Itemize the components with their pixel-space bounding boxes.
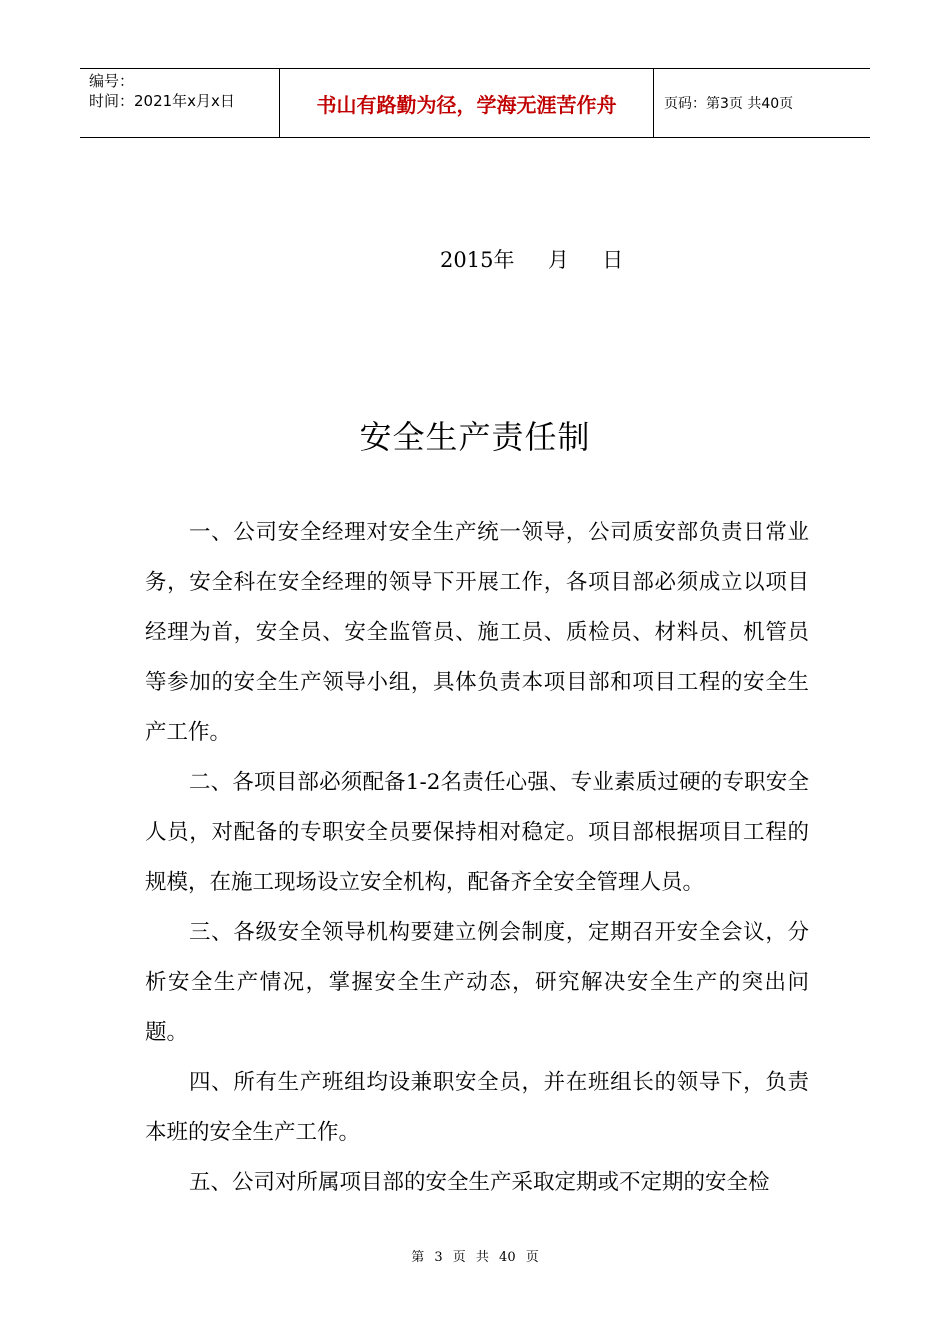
page-footer: 第 3 页 共 40 页 [411, 1250, 539, 1265]
paragraph-3: 三、各级安全领导机构要建立例会制度，定期召开安全会议，分析安全生产情况，掌握安全生产动态，研究解决安全生产的突出问题。 [145, 920, 809, 1045]
paragraph-1: 一、公司安全经理对安全生产统一领导，公司质安部负责日常业务，安全科在安全经理的领导下开展工作，各项目部必须成立以项目经理为首，安全员、安全监管员、施工员、质检员、材料员、机管员等参加的安全生产领导小组，具体负责本项目部和项目工程的安全生产工作。 [145, 520, 809, 745]
paragraph-5: 五、公司对所属项目部的安全生产采取定期或不定期的安全检 [189, 1170, 770, 1195]
paragraph-2: 二、各项目部必须配备1-2名责任心强、专业素质过硬的专职安全人员，对配备的专职安全员要保持相对稳定。项目部根据项目工程的规模，在施工现场设立安全机构，配备齐全安全管理人员。 [145, 770, 809, 895]
paragraph-4: 四、所有生产班组均设兼职安全员，并在班组长的领导下，负责本班的安全生产工作。 [145, 1070, 809, 1145]
header-page-info: 页码：第3页 共40页 [664, 96, 794, 112]
header-meta-cell [80, 69, 280, 137]
date-line: 2015年 月 日 [440, 248, 624, 272]
document-body [145, 508, 809, 1208]
document-title: 安全生产责任制 [359, 418, 591, 456]
number-label: 编号： [89, 72, 135, 90]
header-motto: 书山有路勤为径，学海无涯苦作舟 [280, 69, 654, 137]
document-header [80, 68, 870, 138]
time-label: 时间：2021年x月x日 [89, 92, 235, 110]
